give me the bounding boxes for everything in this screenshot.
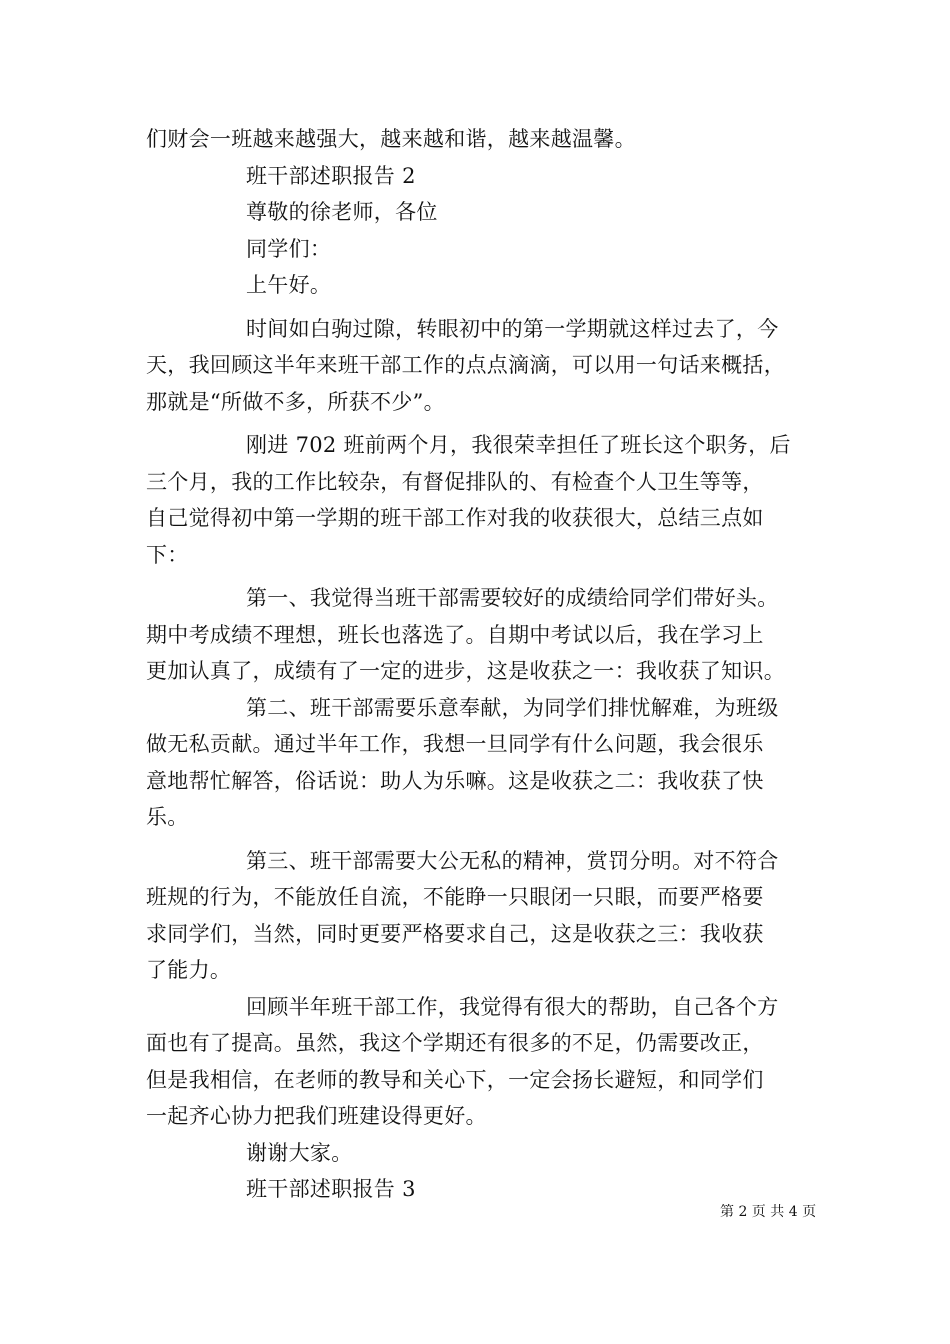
closing-line: 谢谢大家。 [246, 1140, 353, 1165]
text-line: 一起齐心协力把我们班建设得更好。 [146, 1104, 487, 1128]
text-line: 自己觉得初中第一学期的班干部工作对我的收获很大，总结三点如 [146, 506, 764, 530]
text-line: 期中考成绩不理想，班长也落选了。自期中考试以后，我在学习上 [146, 622, 764, 647]
paragraph-first-line: 时间如白驹过隙，转眼初中的第一学期就这样过去了，今 [246, 316, 779, 341]
greeting-line: 上午好。 [246, 273, 332, 297]
text-line: 做无私贡献。通过半年工作，我想一旦同学有什么问题，我会很乐 [146, 732, 764, 756]
text-line: 乐。 [146, 805, 189, 829]
page-number-footer: 第 2 页 共 4 页 [720, 1204, 817, 1220]
salutation-line: 尊敬的徐老师，各位 [246, 200, 438, 224]
text-line: 意地帮忙解答，俗话说：助人为乐嘛。这是收获之二：我收获了快 [146, 768, 764, 793]
text-line: 们财会一班越来越强大，越来越和谐，越来越温馨。 [146, 127, 636, 151]
text-line: 三个月，我的工作比较杂，有督促排队的、有检查个人卫生等等， [146, 469, 764, 494]
text-line: 但是我相信，在老师的教导和关心下，一定会扬长避短，和同学们 [146, 1067, 764, 1092]
paragraph-first-line: 回顾半年班干部工作，我觉得有很大的帮助，自己各个方 [246, 994, 779, 1019]
text-line: 班规的行为，不能放任自流，不能睁一只眼闭一只眼，而要严格要 [146, 885, 764, 909]
paragraph-first-line: 第三、班干部需要大公无私的精神，赏罚分明。对不符合 [246, 848, 779, 873]
salutation-line: 同学们： [246, 236, 332, 261]
text-line: 下： [146, 542, 189, 567]
text-line: 面也有了提高。虽然，我这个学期还有很多的不足，仍需要改正， [146, 1031, 764, 1055]
paragraph-first-line: 刚进 702 班前两个月，我很荣幸担任了班长这个职务，后 [246, 433, 791, 457]
paragraph-first-line: 第一、我觉得当班干部需要较好的成绩给同学们带好头。 [246, 586, 779, 610]
paragraph-first-line: 第二、班干部需要乐意奉献，为同学们排忧解难，为班级 [246, 695, 779, 720]
text-line: 天，我回顾这半年来班干部工作的点点滴滴，可以用一句话来概括， [146, 353, 785, 377]
text-line: 更加认真了，成绩有了一定的进步，这是收获之一：我收获了知识。 [146, 659, 785, 683]
document-body [146, 121, 814, 1208]
text-line: 了能力。 [146, 958, 232, 982]
text-line: 那就是“所做不多，所获不少”。 [146, 389, 445, 414]
text-line: 求同学们，当然，同时更要严格要求自己，这是收获之三：我收获 [146, 921, 764, 946]
section-heading: 班干部述职报告 3 [246, 1177, 416, 1201]
section-heading: 班干部述职报告 2 [246, 163, 416, 188]
